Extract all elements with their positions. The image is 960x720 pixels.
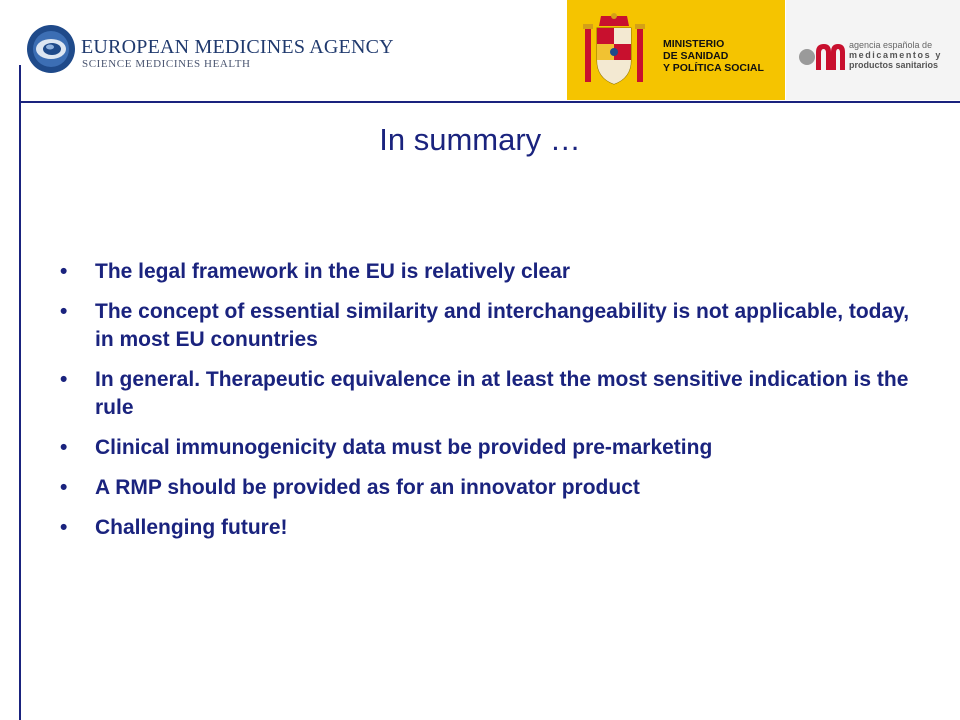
ema-tagline: SCIENCE MEDICINES HEALTH [82, 58, 251, 70]
bullet-dot-icon: • [60, 300, 68, 323]
bullet-item [60, 298, 920, 354]
ema-logo [26, 24, 394, 78]
bullet-item [60, 366, 920, 422]
bullet-text: The concept of essential similarity and interchangeability is not applicable, today, in most EU conuntries [95, 300, 910, 351]
ema-name: EUROPEAN MEDICINES AGENCY [81, 36, 394, 58]
bullet-text: The legal framework in the EU is relatively clear [95, 260, 571, 283]
ministry-name [663, 38, 764, 74]
bullet-text: Clinical immunogenicity data must be provided pre-marketing [95, 436, 713, 459]
aemps-line-3: productos sanitarios [849, 60, 939, 70]
spain-coat-of-arms-icon [581, 12, 647, 90]
aemps-logo [786, 0, 960, 100]
bullet-dot-icon: • [60, 260, 68, 283]
bullet-dot-icon: • [60, 436, 68, 459]
bullet-text: Challenging future! [95, 516, 288, 539]
bullet-text: A RMP should be provided as for an innovator product [95, 476, 640, 499]
bullet-text: In general. Therapeutic equivalence in at least the most sensitive indication is the rule [95, 368, 909, 419]
ministry-line-1: MINISTERIO [663, 38, 725, 50]
aemps-name [849, 40, 942, 70]
slide-title: In summary … [379, 122, 581, 157]
ministry-line-3: Y POLÍTICA SOCIAL [663, 62, 764, 74]
aemps-line-2: medicamentos y [849, 50, 942, 60]
bullet-dot-icon: • [60, 516, 68, 539]
ministry-logo [567, 0, 785, 100]
aemps-line-1: agencia española de [849, 40, 933, 50]
aemps-am-icon [798, 38, 846, 72]
bullet-item [60, 258, 920, 286]
left-divider-line [19, 65, 21, 720]
bullet-item [60, 434, 920, 462]
bullet-dot-icon: • [60, 476, 68, 499]
bullet-item [60, 474, 920, 502]
ema-globe-icon [26, 24, 76, 74]
bullet-dot-icon: • [60, 368, 68, 391]
header-divider-line [19, 101, 960, 103]
bullet-list [60, 258, 920, 554]
ministry-line-2: DE SANIDAD [663, 50, 729, 62]
bullet-item [60, 514, 920, 542]
